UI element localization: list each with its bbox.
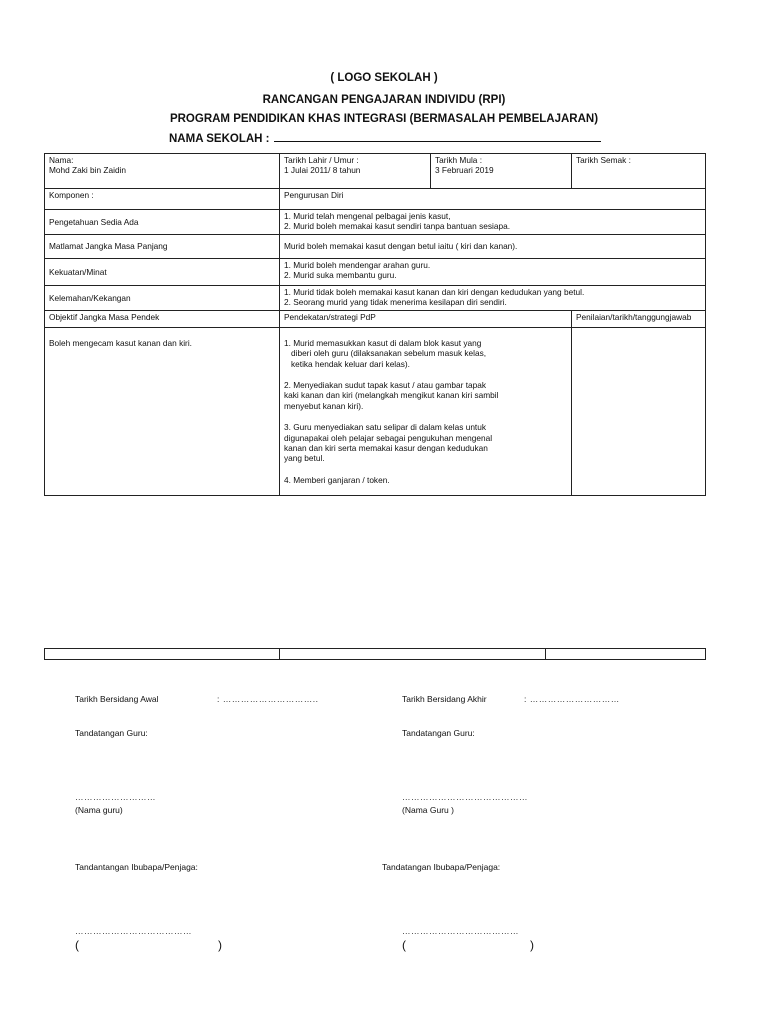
ibubapa-signature-label-left: Tandantangan Ibubapa/Penjaga: — [75, 862, 198, 872]
pendekatan-header: Pendekatan/strategi PdP — [280, 311, 572, 328]
ibubapa-name-open-right: ( — [402, 938, 406, 952]
strategi-line: 3. Guru menyediakan satu selipar di dalam kelas untuk — [284, 422, 487, 433]
empty-cell[interactable] — [280, 649, 546, 660]
logo-placeholder: ( LOGO SEKOLAH ) — [330, 72, 438, 84]
rpi-table — [44, 153, 706, 496]
matlamat-row — [45, 235, 706, 259]
komponen-value: Pengurusan Diri — [280, 189, 706, 210]
strategi-line: ketika hendak keluar dari kelas). — [291, 358, 410, 369]
strategi-line: 1. Murid memasukkan kasut di dalam blok kasut yang — [284, 338, 482, 348]
ibubapa-signature-line-right[interactable]: ………………………………… — [402, 926, 519, 936]
student-name-cell — [45, 154, 280, 189]
penilaian-header: Penilaian/tarikh/tanggungjawab — [572, 311, 706, 328]
guru-signature-label-left: Tandatangan Guru: — [75, 728, 148, 738]
start-date-label: Tarikh Mula : — [435, 155, 483, 165]
school-name-line — [169, 131, 601, 145]
nama-guru-left: (Nama guru) — [75, 805, 123, 815]
komponen-row — [45, 189, 706, 210]
matlamat-label: Matlamat Jangka Masa Panjang — [45, 235, 280, 259]
start-date-value: 3 Februari 2019 — [435, 165, 494, 176]
strategi-value — [280, 328, 572, 496]
review-date-cell — [572, 154, 706, 189]
kelemahan-row — [45, 286, 706, 311]
guru-signature-line-right[interactable]: …………………………………… — [402, 792, 528, 802]
nama-guru-right: (Nama Guru ) — [402, 805, 454, 815]
kekuatan-label: Kekuatan/Minat — [45, 259, 280, 286]
strategi-line: digunapakai oleh pelajar sebagai pengukuhan mengenal — [284, 432, 493, 443]
ibubapa-signature-label-right: Tandatangan Ibubapa/Penjaga: — [382, 862, 501, 872]
ibubapa-name-close-left: ) — [218, 938, 222, 952]
dob-value: 1 Julai 2011/ 8 tahun — [284, 165, 361, 176]
student-name: Mohd Zaki bin Zaidin — [49, 165, 127, 176]
objektif-content-row — [45, 328, 706, 496]
komponen-label: Komponen : — [45, 189, 280, 210]
objektif-value: Boleh mengecam kasut kanan dan kiri. — [45, 328, 280, 496]
review-date-label: Tarikh Semak : — [576, 155, 631, 165]
pengetahuan-item: 2. Murid boleh memakai kasut sendiri tanpa bantuan sesiapa. — [284, 221, 510, 232]
guru-signature-label-right: Tandatangan Guru: — [402, 728, 475, 738]
dob-label: Tarikh Lahir / Umur : — [284, 155, 359, 165]
student-info-row — [45, 154, 706, 189]
strategi-line: 4. Memberi ganjaran / token. — [284, 474, 390, 485]
kelemahan-item: 2. Seorang murid yang tidak menerima kesilapan diri sendiri. — [284, 297, 507, 308]
empty-cell[interactable] — [546, 649, 706, 660]
objektif-header: Objektif Jangka Masa Pendek — [45, 311, 280, 328]
strategi-line: kanan dan kiri serta memakai kasur dengan kedudukan — [284, 442, 488, 453]
school-name-label: NAMA SEKOLAH : — [169, 133, 270, 145]
student-name-label: Nama: — [49, 155, 74, 165]
ibubapa-name-close-right: ) — [530, 938, 534, 952]
kelemahan-value — [280, 286, 706, 311]
empty-row-table — [44, 648, 706, 660]
kekuatan-row — [45, 259, 706, 286]
kekuatan-value — [280, 259, 706, 286]
pengetahuan-row — [45, 210, 706, 235]
tarikh-awal-label: Tarikh Bersidang Awal — [75, 694, 159, 704]
ibubapa-signature-line-left[interactable]: ………………………………… — [75, 926, 192, 936]
strategi-line: menyebut kanan kiri). — [284, 400, 364, 411]
tarikh-awal-value[interactable]: : ………………………….. — [217, 694, 319, 704]
empty-cell[interactable] — [45, 649, 280, 660]
kekuatan-item: 1. Murid boleh mendengar arahan guru. — [284, 260, 431, 270]
kekuatan-item: 2. Murid suka membantu guru. — [284, 270, 397, 281]
strategi-line: yang betul. — [284, 453, 325, 464]
penilaian-value[interactable] — [572, 328, 706, 496]
matlamat-value: Murid boleh memakai kasut dengan betul iaitu ( kiri dan kanan). — [280, 235, 706, 259]
tarikh-akhir-label: Tarikh Bersidang Akhir — [402, 694, 487, 704]
objektif-header-row — [45, 311, 706, 328]
strategi-line: kaki kanan dan kiri (melangkah mengikut kanan kiri sambil — [284, 390, 499, 401]
strategi-line: 2. Menyediakan sudut tapak kasut / atau gambar tapak — [284, 380, 487, 391]
pengetahuan-value — [280, 210, 706, 235]
start-date-cell — [431, 154, 572, 189]
program-title: PROGRAM PENDIDIKAN KHAS INTEGRASI (BERMASALAH PEMBELAJARAN) — [169, 113, 599, 125]
pengetahuan-item: 1. Murid telah mengenal pelbagai jenis kasut, — [284, 211, 451, 221]
kelemahan-label: Kelemahan/Kekangan — [45, 286, 280, 311]
school-name-blank[interactable] — [274, 131, 601, 142]
kelemahan-item: 1. Murid tidak boleh memakai kasut kanan dan kiri dengan kedudukan yang betul. — [284, 287, 585, 297]
guru-signature-line-left[interactable]: ……………………… — [75, 792, 156, 802]
pengetahuan-label: Pengetahuan Sedia Ada — [45, 210, 280, 235]
dob-cell — [280, 154, 431, 189]
document-title: RANCANGAN PENGAJARAN INDIVIDU (RPI) — [262, 94, 506, 106]
strategi-line: diberi oleh guru (dilaksanakan sebelum masuk kelas, — [291, 348, 487, 359]
ibubapa-name-open-left: ( — [75, 938, 79, 952]
tarikh-akhir-value[interactable]: : ………………………… — [524, 694, 620, 704]
